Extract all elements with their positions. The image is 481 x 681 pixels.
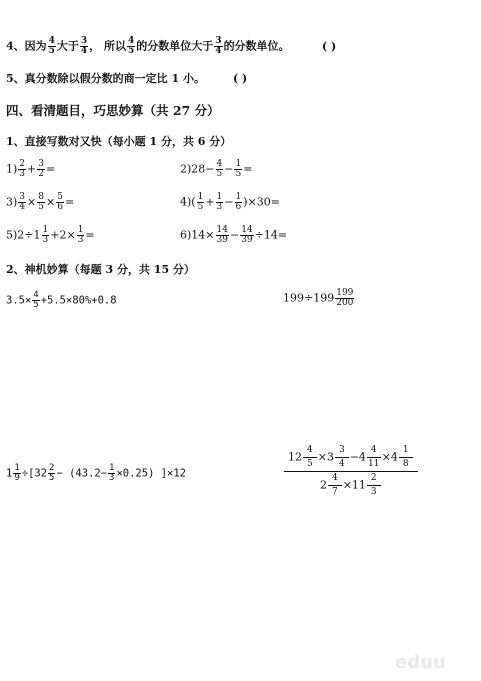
- fraction: $\frac{4}{5}$: [48, 36, 55, 56]
- subsection-title: 2、神机妙算（每题 3 分，共 15 分）: [6, 263, 195, 276]
- calc-3: 1 $\frac{1}{9}$ ÷[32 $\frac{2}{5}$ − (43.2− $\frac{1}{3}$ ×0.25) ]×12: [6, 463, 187, 483]
- complex-denominator: 2 $\frac{4}{7}$ ×11 $\frac{2}{3}$: [284, 472, 418, 497]
- problem-6: 6)14× $\frac{14}{39}$ − $\frac{14}{39}$ ÷14=: [180, 225, 288, 245]
- fraction: $\frac{14}{39}$: [216, 225, 228, 245]
- question-4: [6, 37, 290, 56]
- fraction: $\frac{3}{4}$: [19, 192, 26, 212]
- problem-1: 1) $\frac{2}{3}$ + $\frac{3}{2}$ =: [6, 159, 56, 179]
- calc-4: [284, 446, 418, 497]
- q4-suffix: 的分数单位。: [223, 39, 290, 53]
- fraction: $\frac{14}{39}$: [241, 225, 253, 245]
- fraction: $\frac{8}{5}$: [38, 192, 44, 212]
- fraction: $\frac{1}{3}$: [216, 192, 223, 212]
- fraction: $\frac{199}{200}$: [336, 288, 354, 308]
- q4-answer-blank[interactable]: ( ): [322, 40, 337, 53]
- problem-5: 5)2÷1 $\frac{1}{3}$ +2× $\frac{1}{3}$ =: [6, 225, 95, 245]
- q5-answer-blank[interactable]: ( ): [233, 72, 248, 85]
- problem-2: 2)28− $\frac{4}{5}$ − $\frac{1}{5}$ =: [180, 159, 253, 179]
- fraction: $\frac{2}{5}$: [49, 463, 55, 483]
- fraction: $\frac{3}{4}$: [215, 36, 222, 56]
- fraction: $\frac{5}{6}$: [57, 192, 63, 212]
- fraction: $\frac{1}{5}$: [197, 192, 204, 212]
- q4-text: 的分数单位大于: [136, 39, 214, 53]
- fraction: $\frac{2}{3}$: [19, 159, 26, 179]
- q4-text: 大于: [56, 39, 79, 53]
- fraction: $\frac{1}{3}$: [42, 225, 49, 245]
- fraction: $\frac{4}{5}$: [128, 36, 135, 56]
- calc-2: 199÷199 $\frac{199}{200}$: [283, 288, 354, 308]
- fraction: $\frac{3}{2}$: [38, 159, 44, 179]
- fraction: $\frac{1}{9}$: [14, 463, 20, 483]
- question-5: 5、真分数除以假分数的商一定比 1 小。: [6, 72, 205, 85]
- problem-3: 3) $\frac{3}{4}$ × $\frac{8}{5}$ × $\frac{5}{6}$ =: [6, 192, 75, 212]
- fraction: $\frac{3}{4}$: [80, 36, 88, 56]
- fraction: $\frac{1}{6}$: [235, 192, 242, 212]
- q4-prefix: 4、因为: [6, 39, 47, 53]
- complex-numerator: 12 $\frac{4}{5}$ ×3 $\frac{3}{4}$ −4 $\frac{4}{11}$ ×4 $\frac{1}{8}$: [284, 446, 418, 472]
- q4-text: ， 所以: [89, 39, 127, 53]
- section-title: 四、看清题目，巧思妙算（共 27 分）: [6, 103, 220, 118]
- subsection-title: 1、直接写数对又快（每小题 1 分，共 6 分）: [6, 135, 232, 148]
- problem-4: 4)( $\frac{1}{5}$ + $\frac{1}{3}$ − $\frac{1}{6}$ )×30=: [180, 192, 280, 212]
- fraction: $\frac{1}{3}$: [77, 225, 84, 245]
- calc-1: 3.5× $\frac{4}{5}$ +5.5×80%+0.8: [6, 290, 117, 310]
- complex-fraction: [284, 446, 418, 497]
- watermark-logo: eduu: [395, 652, 446, 673]
- fraction: $\frac{1}{5}$: [235, 159, 242, 179]
- fraction: $\frac{4}{5}$: [216, 159, 223, 179]
- fraction: $\frac{1}{3}$: [109, 463, 115, 483]
- fraction: $\frac{4}{5}$: [33, 290, 39, 310]
